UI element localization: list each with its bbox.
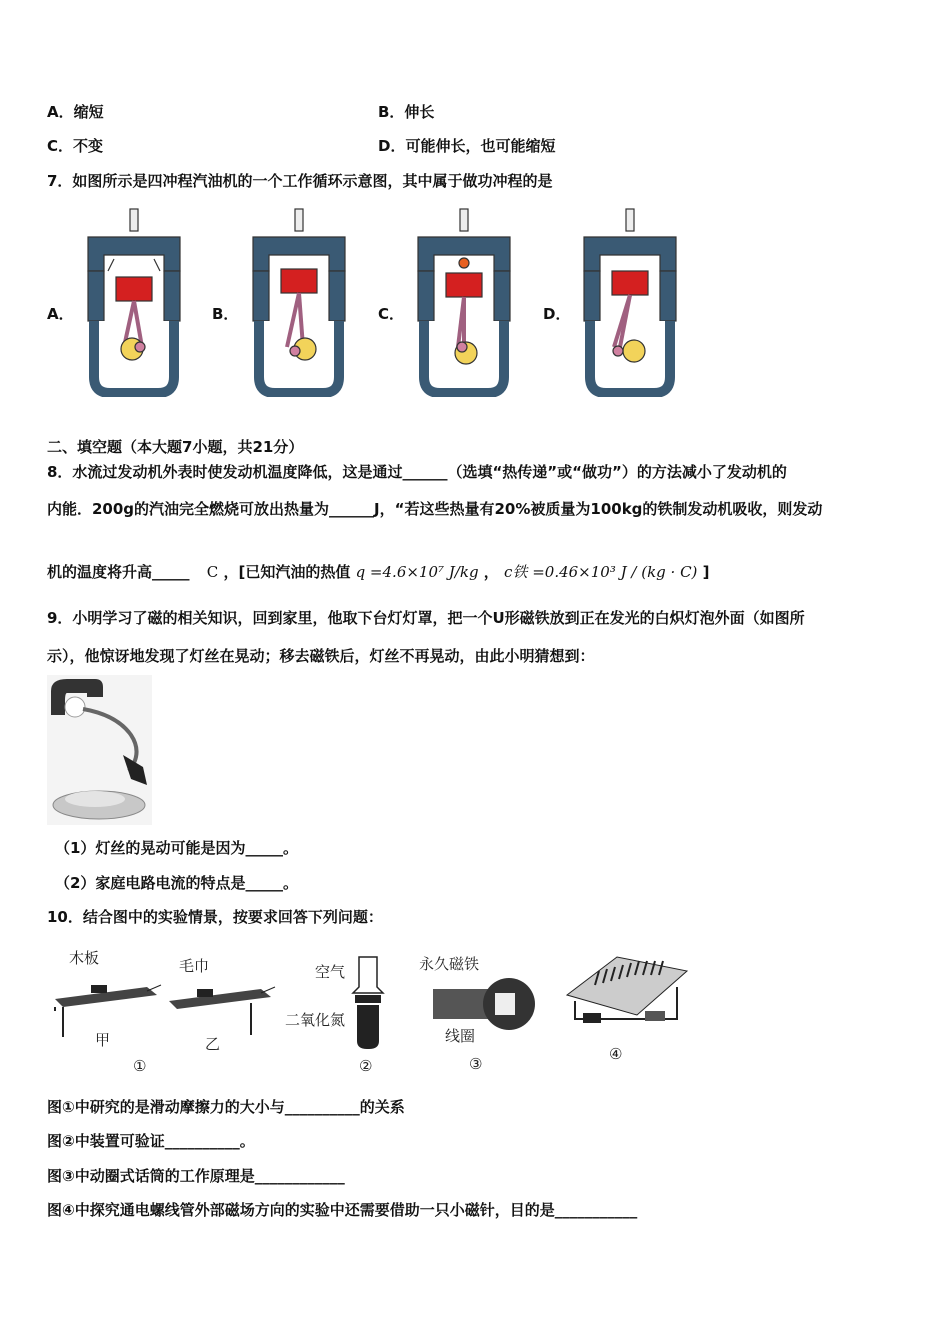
question-10-part-2: 图②中装置可验证__________。 <box>47 1132 255 1150</box>
option-d: D．可能伸长，也可能缩短 <box>378 137 556 155</box>
question-9-line-2: 示），他惊讶地发现了灯丝在晃动；移去磁铁后，灯丝不再晃动，由此小明猜想到： <box>47 647 595 665</box>
label-n3: ③ <box>469 1055 483 1073</box>
q8-unit-c: C <box>206 563 219 581</box>
formula-gasoline-heat-value: q =4.6×10⁷ J/kg <box>355 563 479 581</box>
label-eryanghuadan: 二氧化氮 <box>285 1011 346 1029</box>
engine-diagram-d <box>576 207 686 397</box>
question-9-sub-2: （2）家庭电路电流的特点是_____。 <box>55 874 298 892</box>
formula-iron-specific-heat: c铁 =0.46×10³ J / (kg · C) <box>504 563 698 581</box>
question-10-part-3: 图③中动圈式话筒的工作原理是____________ <box>47 1167 345 1185</box>
q8-close-bracket: ] <box>702 563 710 581</box>
experiment-figures <box>47 945 697 1080</box>
question-9-sub-1: （1）灯丝的晃动可能是因为_____。 <box>55 839 298 857</box>
question-10-part-4: 图④中探究通电螺线管外部磁场方向的实验中还需要借助一只小磁针，目的是___________ <box>47 1201 638 1219</box>
label-kongqi: 空气 <box>315 963 346 981</box>
section-2-title: 二、填空题（本大题7小题，共21分） <box>47 438 304 456</box>
engine-diagram-b <box>245 207 355 397</box>
question-9-line-1: 9．小明学习了磁的相关知识，回到家里，他取下台灯灯罩，把一个U形磁铁放到正在发光的白炽灯泡外面（如图所 <box>47 609 805 627</box>
question-10-part-1: 图①中研究的是滑动摩擦力的大小与__________的关系 <box>47 1098 405 1116</box>
question-8-line-3 <box>47 562 710 582</box>
label-n4: ④ <box>609 1045 623 1063</box>
engine-label-d: D． <box>543 305 571 323</box>
option-c: C．不变 <box>47 137 104 155</box>
label-n1: ① <box>133 1057 147 1075</box>
question-8-line-2: 内能．200g的汽油完全燃烧可放出热量为______J，“若这些热量有20%被质量为100kg的铁制发动机吸收，则发动 <box>47 500 823 518</box>
engine-label-b: B． <box>212 305 239 323</box>
label-n2: ② <box>359 1057 373 1075</box>
option-a: A．缩短 <box>47 103 104 121</box>
label-maojin: 毛巾 <box>179 957 210 975</box>
engine-label-c: C． <box>378 305 405 323</box>
question-7-stem: 7．如图所示是四冲程汽油机的一个工作循环示意图，其中属于做功冲程的是 <box>47 172 553 190</box>
q8-known-prefix: ，[已知汽油的热值 <box>223 563 351 581</box>
label-jia: 甲 <box>95 1031 111 1049</box>
label-xianquan: 线圈 <box>445 1027 476 1045</box>
label-yi: 乙 <box>205 1035 221 1053</box>
q8-prefix: 机的温度将升高_____ <box>47 563 190 581</box>
label-yongjiucitie: 永久磁铁 <box>419 955 480 973</box>
engine-label-a: A． <box>47 305 74 323</box>
q8-comma: ， <box>483 563 499 581</box>
engine-diagram-c <box>410 207 520 397</box>
engine-diagram-a <box>80 207 190 397</box>
option-b: B．伸长 <box>378 103 435 121</box>
label-muban: 木板 <box>69 949 100 967</box>
question-8-line-1: 8．水流过发动机外表时使发动机温度降低，这是通过______（选填“热传递”或“做功”）的方法减小了发动机的 <box>47 463 787 481</box>
desk-lamp-magnet-image <box>47 675 152 825</box>
question-10-stem: 10．结合图中的实验情景，按要求回答下列问题： <box>47 908 383 926</box>
